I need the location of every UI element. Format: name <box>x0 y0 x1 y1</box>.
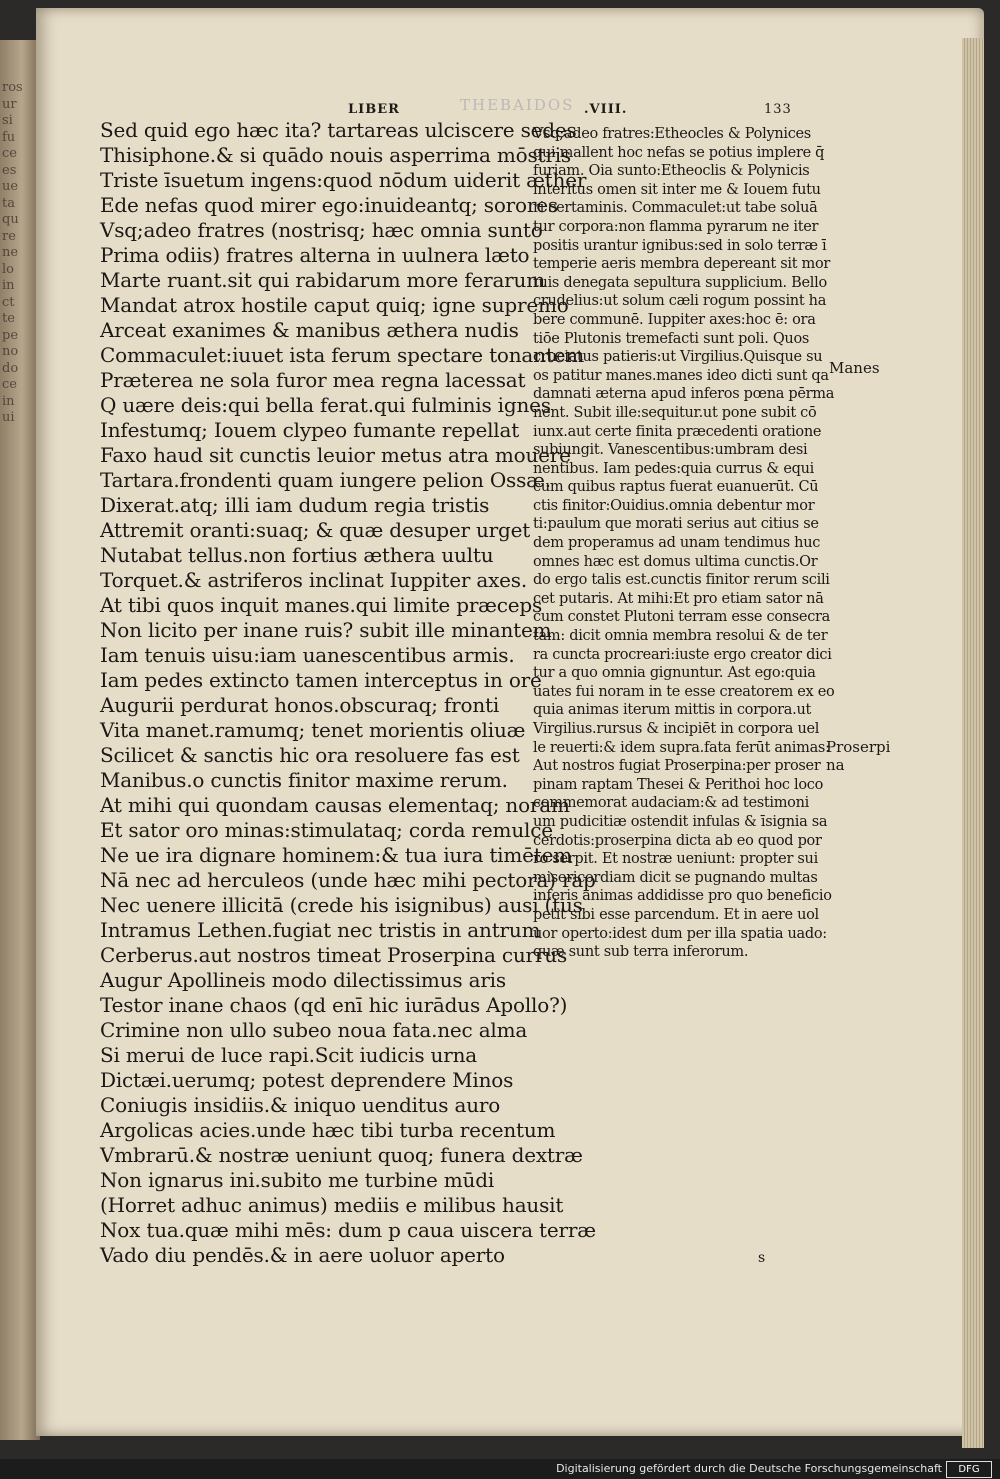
verse-text-column <box>100 118 596 1268</box>
commentary-line: pinam raptam Thesei & Perithoi hoc loco <box>533 776 824 793</box>
commentary-line: quia animas iterum mittis in corpora.ut <box>533 702 812 719</box>
verse-line: Manibus.o cunctis finitor maxime rerum. <box>100 768 508 792</box>
verse-line: Dictæi.uerumq; potest deprendere Minos <box>100 1068 514 1092</box>
verse-line: Ede nefas quod mirer ego:inuideantq; sorores <box>100 193 558 217</box>
commentary-line: positis urantur ignibus:sed in solo terræ ī <box>533 237 827 254</box>
verse-line: Dixerat.atq; illi iam dudum regia tristis <box>100 493 490 517</box>
verse-line: Prima odiis) fratres alterna in uulnera læto <box>100 243 530 267</box>
verse-line: Argolicas acies.unde hæc tibi turba recentum <box>100 1118 556 1142</box>
verse-line: Faxo haud sit cunctis leuior metus atra mouere <box>100 443 571 467</box>
commentary-line: Aut nostros fugiat Proserpina:per proser <box>533 758 821 775</box>
dfg-logo: DFG <box>946 1461 992 1478</box>
verse-line: Non ignarus ini.subito me turbine mūdi <box>100 1168 495 1192</box>
verse-line: Intramus Lethen.fugiat nec tristis in antrum <box>100 918 541 942</box>
commentary-line: nentibus. Iam pedes:quia currus & equi <box>533 460 814 477</box>
marginal-note-manes: Manes <box>829 359 880 377</box>
funding-credit: Digitalisierung gefördert durch die Deutsche Forschungsgemeinschaft <box>556 1462 942 1475</box>
folio-number: 133 <box>764 102 792 117</box>
verse-line: Cerberus.aut nostros timeat Proserpina currus <box>100 943 568 967</box>
commentary-line: misericordiam dicit se pugnando multas <box>533 869 818 886</box>
commentary-line: cerdotis:proserpina dicta ab eo quod por <box>533 832 822 849</box>
commentary-line: ro serpit. Et nostræ ueniunt: propter sui <box>533 851 818 868</box>
commentary-line: tur a quo omnia gignuntur. Ast ego:quia <box>533 665 816 682</box>
commentary-line: quæ sunt sub terra inferorum. <box>533 944 749 961</box>
commentary-line: omnes hæc est domus ultima cunctis.Or <box>533 553 818 570</box>
verse-line: Marte ruant.sit qui rabidarum more ferarum <box>100 268 545 292</box>
verse-line: Mandat atrox hostile caput quiq; igne supremo <box>100 293 569 317</box>
commentary-line: temperie aeris membra depereant sit mor <box>533 256 831 273</box>
verse-line: Arceat exanimes & manibus æthera nudis <box>100 318 519 342</box>
verse-line: Nutabat tellus.non fortius æthera uultu <box>100 543 494 567</box>
verse-line: Et sator oro minas:stimulataq; corda remulce <box>100 818 553 842</box>
commentary-line: iunx.aut certe finita præcedenti oratione <box>533 423 822 440</box>
verse-line: Infestumq; Iouem clypeo fumante repellat <box>100 418 520 442</box>
page-edges <box>962 38 984 1448</box>
verse-line: Augurii perdurat honos.obscuraq; fronti <box>100 693 500 717</box>
verse-line: Vmbrarū.& nostræ ueniunt quoq; funera dextræ <box>100 1143 583 1167</box>
commentary-line: inferis animas addidisse pro quo beneficio <box>533 888 832 905</box>
verse-line: Attremit oranti:suaq; & quæ desuper urget <box>100 518 531 542</box>
commentary-line: cet putaris. At mihi:Et pro etiam sator nā <box>533 590 824 607</box>
commentary-line: cruciatus patieris:ut Virgilius.Quisque su <box>533 349 823 366</box>
verse-line: Coniugis insidiis.& iniquo uenditus auro <box>100 1093 501 1117</box>
verse-line: Iam pedes extincto tamen interceptus in ore <box>100 668 542 692</box>
commentary-line: nent. Subit ille:sequitur.ut pone subit cō <box>533 404 817 421</box>
header-book-number: .VIII. <box>584 102 628 117</box>
verse-line: Vsq;adeo fratres (nostrisq; hæc omnia sunto <box>100 218 543 242</box>
commentary-line: os patitur manes.manes ideo dicti sunt qa <box>533 367 829 384</box>
commentary-line: qui mallent hoc nefas se potius implere q̄ <box>533 144 825 161</box>
commentary-line: uates fui noram in te esse creatorem ex eo <box>533 683 835 700</box>
verse-line: Non licito per inane ruis? subit ille minantem <box>100 618 552 642</box>
verse-line: Nec uenere illicitā (crede his isignibus) ausi (tus <box>100 893 583 917</box>
commentary-line: Virgilius.rursus & incipiēt in corpora uel <box>533 721 820 737</box>
verse-line: Tartara.frondenti quam iungere pelion Ossæ. <box>100 468 551 492</box>
commentary-line: tur corpora:non flamma pyrarum ne iter <box>533 218 819 235</box>
verse-line: Vado diu pendēs.& in aere uoluor aperto <box>100 1243 505 1267</box>
verse-line: Nā nec ad herculeos (unde hæc mihi pectora) rap <box>100 868 596 892</box>
commentary-line: cum quibus raptus fuerat euanuerūt. Cū <box>533 479 819 496</box>
previous-page-text-fragment: ros ur si fu ce es ue ta qu re ne lo in ct te pe no do ce in ui <box>2 80 23 425</box>
commentary-column <box>533 125 835 962</box>
commentary-line: um pudicitiæ ostendit infulas & īsignia sa <box>533 813 828 830</box>
verse-line: Sed quid ego hæc ita? tartareas ulciscere sedes <box>100 118 577 142</box>
signature-mark: s <box>758 1250 766 1266</box>
verse-line: Torquet.& astriferos inclinat Iuppiter axes. <box>100 568 528 592</box>
header-liber: LIBER <box>348 102 400 117</box>
verse-line: Crimine non ullo subeo noua fata.nec alma <box>100 1018 528 1042</box>
commentary-line: tuis denegata sepultura supplicium. Bello <box>533 274 827 291</box>
commentary-line: uor operto:idest dum per illa spatia uado: <box>533 925 827 942</box>
commentary-line: Vsq;adeo fratres:Etheocles & Polynices <box>533 126 811 142</box>
previous-page-edge <box>0 40 40 1440</box>
verse-line: Commaculet:iuuet ista ferum spectare tonantem <box>100 343 585 367</box>
verse-line: Testor inane chaos (qd enī hic iurādus Apollo?) <box>100 993 568 1017</box>
verse-line: Augur Apollineis modo dilectissimus aris <box>100 968 506 992</box>
verse-line: Ne ue ira dignare hominem:& tua iura timētem <box>100 843 573 867</box>
verse-line: Scilicet & sanctis hic ora resoluere fas est <box>100 743 520 767</box>
commentary-line: tiōe Plutonis tremefacti sunt poli. Quos <box>533 330 810 347</box>
commentary-line: crudelius:ut solum cæli rogum possint ha <box>533 293 827 310</box>
commentary-line: petit sibi esse parcendum. Et in aere uol <box>533 906 819 923</box>
verse-line: Præterea ne sola furor mea regna lacessat <box>100 368 526 392</box>
commentary-line: commemorat audaciam:& ad testimoni <box>533 795 809 812</box>
verse-line: Q uære deis:qui bella ferat.qui fulminis ignes <box>100 393 551 417</box>
commentary-line: bere communē. Iuppiter axes:hoc ē: ora <box>533 311 816 328</box>
verse-line: Triste īsuetum ingens:quod nōdum uiderit æther <box>100 168 587 192</box>
verse-line: (Horret adhuc animus) mediis e milibus hausit <box>100 1193 564 1217</box>
commentary-line: furiam. Oia sunto:Etheoclis & Polynicis <box>533 163 810 180</box>
verse-line: At tibi quos inquit manes.qui limite præceps <box>100 593 543 617</box>
show-through-text: THEBAIDOS <box>460 96 575 114</box>
commentary-line: damnati æterna apud inferos pœna pērma <box>533 386 835 403</box>
commentary-line: subiungit. Vanescentibus:umbram desi <box>533 442 808 459</box>
verse-line: Nox tua.quæ mihi mēs: dum p caua uiscera terræ <box>100 1218 596 1242</box>
commentary-line: ti:paulum que morati serius aut citius se <box>533 516 819 533</box>
commentary-line: interitus omen sit inter me & Iouem futu <box>533 181 821 198</box>
commentary-line: do ergo talis est.cunctis finitor rerum scili <box>533 572 830 589</box>
commentary-line: ri certaminis. Commaculet:ut tabe soluā <box>533 200 818 217</box>
commentary-line: tam: dicit omnia membra resolui & de ter <box>533 628 828 645</box>
verse-line: Vita manet.ramumq; tenet morientis oliuæ <box>100 718 526 742</box>
verse-line: Si merui de luce rapi.Scit iudicis urna <box>100 1043 477 1067</box>
marginal-note-proserpina: Proserpi na <box>826 738 891 774</box>
commentary-line: ra cuncta procreari:iuste ergo creator dici <box>533 646 832 663</box>
commentary-line: ctis finitor:Ouidius.omnia debentur mor <box>533 497 815 514</box>
commentary-line: dem properamus ad unam tendimus huc <box>533 535 821 552</box>
footer-bar <box>0 1459 1000 1479</box>
verse-line: Thisiphone.& si quādo nouis asperrima mōstris <box>100 143 572 167</box>
commentary-line: cum constet Plutoni terram esse consecra <box>533 609 831 626</box>
commentary-line: le reuerti:& idem supra.fata ferūt animas: <box>533 739 830 756</box>
verse-line: Iam tenuis uisu:iam uanescentibus armis. <box>100 643 515 667</box>
verse-line: At mihi qui quondam causas elementaq; noram <box>100 793 570 817</box>
